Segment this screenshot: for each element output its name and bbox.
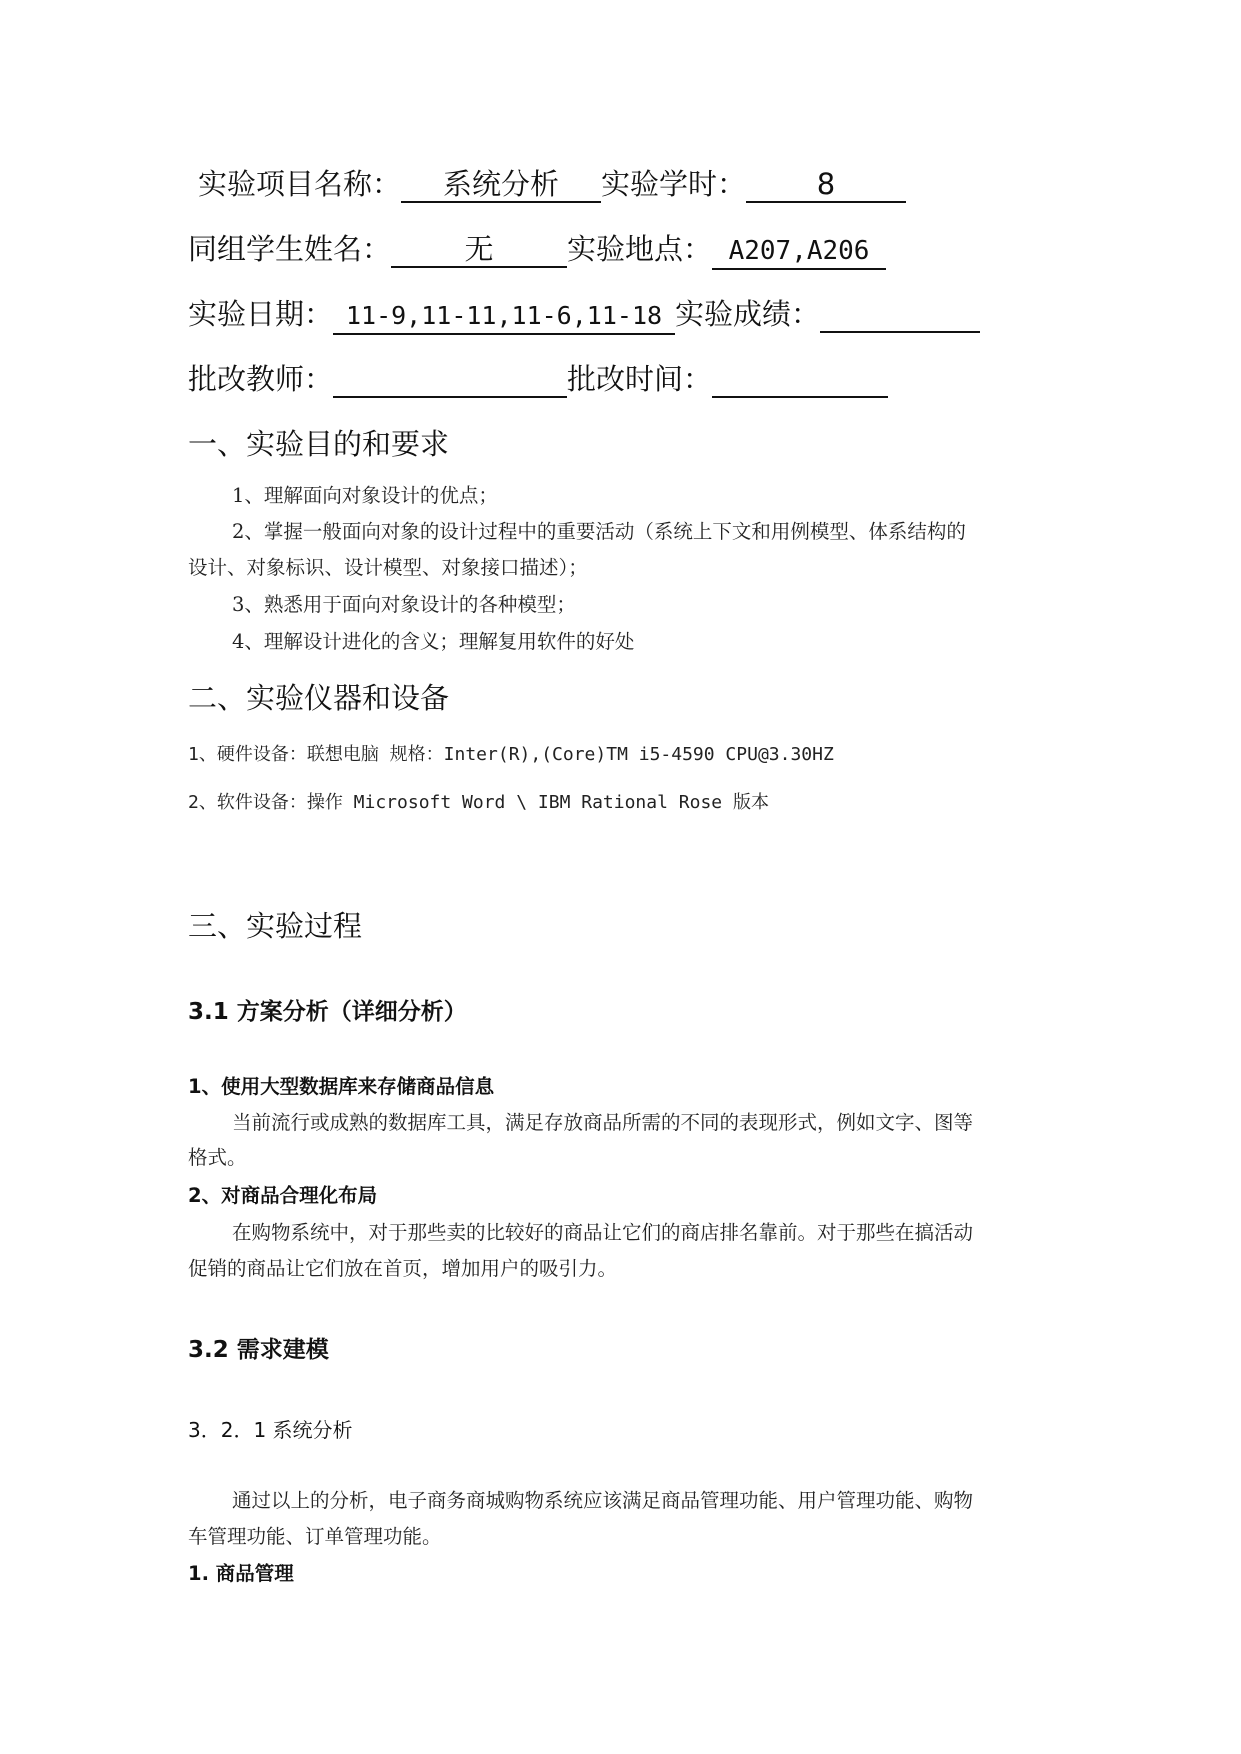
- hours-value: 8: [746, 167, 906, 203]
- review-time-value: [712, 362, 888, 398]
- subsection-3-2-title: 3.2 需求建模: [188, 1337, 329, 1363]
- point1-text-1: 当前流行或成熟的数据库工具，满足存放商品所需的不同的表现形式，例如文字、图等: [232, 1111, 974, 1134]
- point2-title: 2、对商品合理化布局: [188, 1184, 378, 1207]
- group-label: 同组学生姓名：: [188, 232, 392, 266]
- score-value: [820, 297, 980, 333]
- location-value: A207,A206: [712, 234, 886, 270]
- header-row-group: [188, 229, 886, 270]
- point2-text-1: 在购物系统中，对于那些卖的比较好的商品让它们的商店排名靠前。对于那些在搞活动: [232, 1221, 974, 1244]
- group-value: 无: [391, 232, 567, 268]
- location-label: 实验地点：: [567, 232, 713, 266]
- section1-item-2: 2、掌握一般面向对象的设计过程中的重要活动（系统上下文和用例模型、体系结构的: [232, 520, 966, 543]
- section1-item-2-cont: 设计、对象标识、设计模型、对象接口描述）；: [188, 556, 588, 579]
- teacher-label: 批改教师：: [188, 362, 334, 396]
- software-line: 2、软件设备：操作 Microsoft Word \ IBM Rational Rose 版本: [188, 792, 769, 813]
- section1-title: 一、实验目的和要求: [188, 427, 450, 461]
- subsection-3-2-1-title: 3．2．1 系统分析: [188, 1418, 353, 1442]
- hardware-line: 1、硬件设备：联想电脑 规格：Inter(R),(Core)TM i5-4590 CPU@3.30HZ: [188, 744, 834, 765]
- point2-text-2: 促销的商品让它们放在首页，增加用户的吸引力。: [188, 1257, 618, 1280]
- point1-text-2: 格式。: [188, 1146, 247, 1169]
- point1-title: 1、使用大型数据库来存储商品信息: [188, 1075, 495, 1098]
- hours-label: 实验学时：: [601, 167, 747, 201]
- review-time-label: 批改时间：: [567, 362, 713, 396]
- project-label: 实验项目名称：: [198, 167, 402, 201]
- header-row-date: [188, 294, 980, 335]
- score-label: 实验成绩：: [675, 297, 821, 331]
- subsection-3-1-title: 3.1 方案分析（详细分析）: [188, 999, 467, 1025]
- date-value: 11-9,11-11,11-6,11-18: [333, 299, 675, 335]
- header-row-project: [198, 164, 906, 204]
- date-label: 实验日期：: [188, 297, 334, 331]
- analysis-text-2: 车管理功能、订单管理功能。: [188, 1525, 442, 1548]
- section3-title: 三、实验过程: [188, 909, 363, 943]
- section1-item-4: 4、理解设计进化的含义；理解复用软件的好处: [232, 630, 635, 653]
- project-value: 系统分析: [401, 167, 601, 203]
- header-row-teacher: [188, 359, 888, 399]
- section2-title: 二、实验仪器和设备: [188, 681, 450, 715]
- analysis-text-1: 通过以上的分析，电子商务商城购物系统应该满足商品管理功能、用户管理功能、购物: [232, 1489, 974, 1512]
- teacher-value: [333, 362, 567, 398]
- section1-item-3: 3、熟悉用于面向对象设计的各种模型；: [232, 593, 576, 616]
- item1-title: 1. 商品管理: [188, 1562, 294, 1585]
- section1-item-1: 1、理解面向对象设计的优点；: [232, 484, 498, 507]
